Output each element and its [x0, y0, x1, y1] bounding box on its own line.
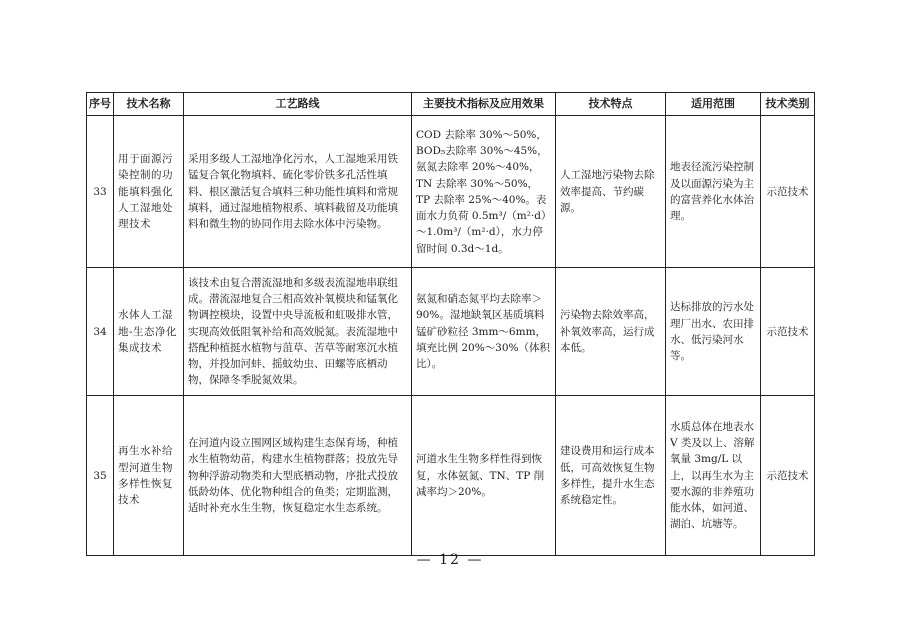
table-row [87, 116, 815, 268]
header-features: 技术特点 [556, 93, 666, 116]
technology-table [86, 92, 815, 556]
cell-seq: 34 [87, 268, 114, 396]
cell-process: 该技术由复合潜流湿地和多级表流湿地串联组成。潜流湿地复合三相高效补氧模块和锰氧化物调控模块，设置中央导流板和虹吸排水管，实现高效低阻氧补给和高效脱氮。表流湿地中搭配种植挺水植物与菹草、苦草等耐寒沉水植物，并投加河蚌、摇蚊幼虫、田螺等底栖动物，保障冬季脱氮效果。 [184, 268, 412, 396]
header-scope: 适用范围 [666, 93, 761, 116]
cell-name: 用于面源污染控制的功能填料强化人工湿地处理技术 [114, 116, 184, 268]
header-category: 技术类别 [761, 93, 815, 116]
cell-seq: 35 [87, 396, 114, 556]
cell-indicators: COD 去除率 30%～50%，BOD₅去除率 30%～45%，氨氮去除率 20%～40%，TN 去除率 30%～50%，TP 去除率 25%～40%。表面水力负荷 0.5m³/（m²·d）～1.0m³/（m²·d），水力停留时间 0.3d～1d。 [412, 116, 556, 268]
cell-category: 示范技术 [761, 396, 815, 556]
cell-features: 污染物去除效率高，补氧效率高，运行成本低。 [556, 268, 666, 396]
header-process: 工艺路线 [184, 93, 412, 116]
cell-process: 采用多级人工湿地净化污水，人工湿地采用铁锰复合氧化物填料、硫化零价铁多孔活性填料、根区激活复合填料三种功能性填料和常规填料，通过湿地植物根系、填料截留及功能填料和微生物的协同作用去除水体中污染物。 [184, 116, 412, 268]
cell-seq: 33 [87, 116, 114, 268]
cell-name: 再生水补给型河道生物多样性恢复技术 [114, 396, 184, 556]
cell-features: 建设费用和运行成本低，可高效恢复生物多样性，提升水生态系统稳定性。 [556, 396, 666, 556]
cell-features: 人工湿地污染物去除效率提高、节约碳源。 [556, 116, 666, 268]
page-number: — 12 — [416, 552, 484, 568]
cell-indicators: 河道水生生物多样性得到恢复，水体氨氮、TN、TP 削减率均＞20%。 [412, 396, 556, 556]
cell-process: 在河道内设立围网区域构建生态保育场，种植水生植物幼苗，构建水生植物群落；投放先导物种浮游动物类和大型底栖动物，序批式投放低龄幼体、优化物种组合的鱼类；定期监测，适时补充水生生物，恢复稳定水生态系统。 [184, 396, 412, 556]
table-row [87, 268, 815, 396]
header-indicators: 主要技术指标及应用效果 [412, 93, 556, 116]
cell-category: 示范技术 [761, 268, 815, 396]
header-name: 技术名称 [114, 93, 184, 116]
cell-indicators: 氨氮和硝态氮平均去除率＞90%。湿地缺氧区基质填料锰矿砂粒径 3mm～6mm，填充比例 20%～30%（体积比）。 [412, 268, 556, 396]
cell-name: 水体人工湿地-生态净化集成技术 [114, 268, 184, 396]
header-seq: 序号 [87, 93, 114, 116]
cell-category: 示范技术 [761, 116, 815, 268]
cell-scope: 水质总体在地表水 V 类及以上、溶解氧量 3mg/L 以上，以再生水为主要水源的非养殖功能水体，如河道、湖泊、坑塘等。 [666, 396, 761, 556]
cell-scope: 地表径流污染控制及以面源污染为主的富营养化水体治理。 [666, 116, 761, 268]
cell-scope: 达标排放的污水处理厂出水、农田排水、低污染河水等。 [666, 268, 761, 396]
table-header-row [87, 93, 815, 116]
table-row [87, 396, 815, 556]
